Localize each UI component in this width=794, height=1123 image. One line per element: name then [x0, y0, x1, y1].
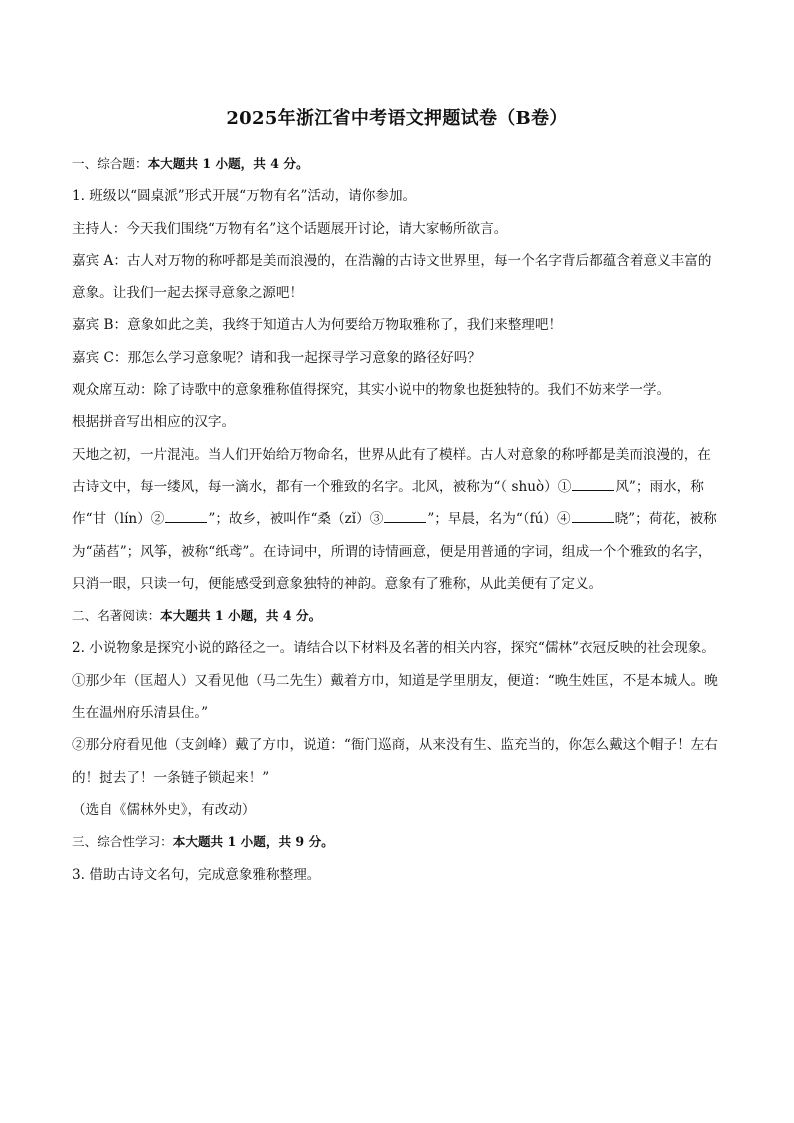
- answer-blank-3[interactable]: [384, 509, 426, 523]
- material-1: ①那少年（匡超人）又看见他（马二先生）戴着方巾，知道是学里朋友，便道：“晚生姓匡，不是本城人。晚生在温州府乐清县住。”: [72, 672, 718, 722]
- section-3-info: 本大题共 1 小题，共 9 分。: [172, 834, 334, 850]
- passage-part-5: 晓”；荷花，被称为“菡萏”；风筝，被称“纸鸢”。在诗词中，所谓的诗情画意，便是用普通的字词，组成一个个雅致的名字，只消一眼，只读一句，便能感受到意象独特的神韵。意象有了雅称，从此美便有了定义。: [72, 511, 717, 592]
- answer-blank-1[interactable]: [572, 477, 614, 491]
- section-1-prefix: 一、综合题：: [72, 156, 148, 171]
- section-3-prefix: 三、综合性学习：: [72, 834, 173, 850]
- guest-b-line: 嘉宾 B：意象如此之美，我终于知道古人为何要给万物取雅称了，我们来整理吧！: [72, 317, 563, 334]
- material-source: （选自《儒林外史》，有改动）: [72, 801, 256, 818]
- audience-line: 观众席互动：除了诗歌中的意象雅称值得探究，其实小说中的物象也挺独特的。我们不妨来学一学。: [72, 382, 671, 399]
- pinyin-instruction: 根据拼音写出相应的汉字。: [72, 414, 236, 431]
- exam-body: [72, 148, 722, 891]
- passage-part-4: ”；早晨，名为“（fú）④: [427, 511, 571, 528]
- guest-c-line: 嘉宾 C：那怎么学习意象呢？请和我一起探寻学习意象的路径好吗？: [72, 349, 481, 366]
- section-2-info: 本大题共 1 小题，共 4 分。: [160, 608, 322, 624]
- question-2-stem: 2. 小说物象是探究小说的路径之一。请结合以下材料及名著的相关内容，探究“儒林”衣冠反映的社会现象。: [72, 640, 715, 657]
- passage-part-2: 风”；雨水，称作“甘（lín）②: [72, 478, 704, 528]
- section-1-heading: [72, 148, 722, 180]
- passage-part-1: 天地之初，一片混沌。当人们开始给万物命名，世界从此有了模样。古人对意象的称呼都是美而浪漫的，在古诗文中，每一缕风，每一滴水，都有一个雅致的名字。北风，被称为“（ shuò）①: [72, 446, 711, 495]
- pinyin-passage: [72, 439, 722, 600]
- material-2: ②那分府看见他（支剑峰）戴了方巾，说道：“衙门巡商，从来没有生、监充当的，你怎么戴这个帽子！左右的！挝去了！一条链子锁起来！”: [72, 737, 718, 786]
- section-1-info: 本大题共 1 小题，共 4 分。: [147, 156, 309, 171]
- page-title: 2025年浙江省中考语文押题试卷（B卷）: [226, 108, 568, 129]
- answer-blank-2[interactable]: [165, 509, 207, 523]
- section-2-heading: [72, 600, 722, 632]
- passage-part-3: ”；故乡，被叫作“桑（zǐ）③: [208, 511, 384, 528]
- guest-a-line: 嘉宾 A：古人对万物的称呼都是美而浪漫的，在浩瀚的古诗文世界里，每一个名字背后都蕴含着意义丰富的意象。让我们一起去探寻意象之源吧！: [72, 252, 712, 302]
- answer-blank-4[interactable]: [572, 509, 614, 523]
- question-3-stem: 3. 借助古诗文名句，完成意象雅称整理。: [72, 866, 321, 883]
- question-1-stem: 1. 班级以“圆桌派”形式开展“万物有名”活动，请你参加。: [72, 188, 417, 205]
- host-line: 主持人：今天我们围绕“万物有名”这个话题展开讨论，请大家畅所欲言。: [72, 220, 508, 237]
- section-2-prefix: 二、名著阅读：: [72, 608, 161, 624]
- section-3-heading: [72, 826, 722, 858]
